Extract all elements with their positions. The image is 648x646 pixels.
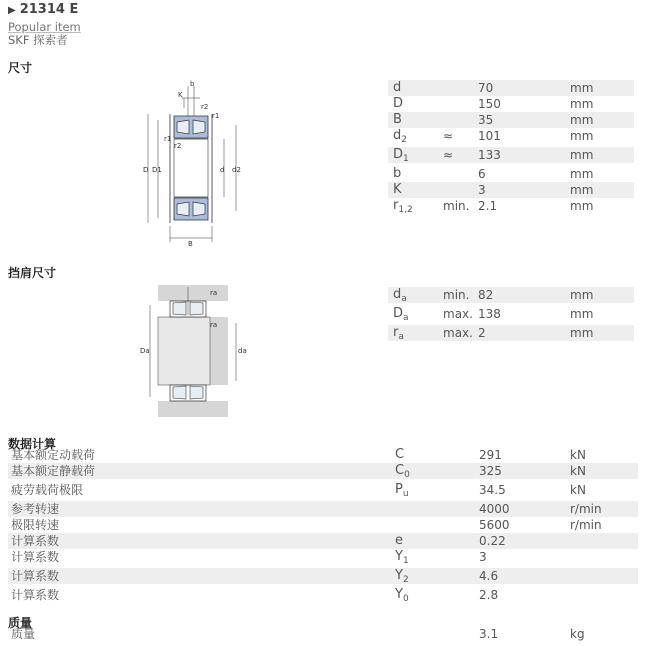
label-r1-inner: r1: [164, 135, 172, 143]
abutment-row: [388, 325, 634, 341]
play-arrow-icon: ▶: [8, 5, 16, 16]
dimension-symbol-main: D: [393, 147, 404, 162]
calc-symbol: [395, 568, 409, 588]
dimension-symbol-main: d: [393, 80, 402, 95]
abutment-row: [388, 287, 634, 303]
calc-value: 2.8: [479, 588, 499, 602]
dimension-qualifier: ≈: [443, 148, 454, 162]
dimension-row: [388, 96, 634, 112]
dimension-symbol: [393, 112, 402, 128]
abutment-symbol: [393, 325, 404, 345]
dimension-value: 70: [478, 81, 494, 95]
dimension-unit: mm: [570, 81, 594, 95]
abutment-value: 82: [478, 288, 494, 302]
dimension-symbol: [393, 198, 413, 218]
dimension-unit: mm: [570, 97, 594, 111]
dimension-symbol: [393, 166, 401, 182]
label-ra-top: ra: [210, 289, 218, 297]
section-mass-heading: 质量: [8, 616, 33, 630]
calc-row: [8, 549, 638, 565]
dimension-unit: mm: [570, 113, 594, 127]
dimension-value: 3: [478, 183, 486, 197]
calc-label: 计算系数: [11, 569, 60, 583]
dimension-symbol-main: B: [393, 112, 402, 127]
label-Da: Da: [140, 347, 150, 355]
dimension-value: 150: [478, 97, 501, 111]
dimension-symbol-main: r: [393, 198, 399, 213]
calc-symbol: [395, 533, 403, 549]
abutment-symbol-sub: a: [403, 313, 409, 323]
dimension-value: 35: [478, 113, 494, 127]
dimension-symbol-main: b: [393, 166, 402, 181]
calc-symbol-main: C: [395, 463, 405, 478]
calc-row: [8, 533, 638, 549]
calc-symbol-main: C: [395, 447, 405, 462]
dimension-symbol-main: d: [393, 128, 402, 143]
mass-unit: kg: [570, 627, 585, 641]
dimension-symbol: [393, 147, 409, 167]
dimension-qualifier: ≈: [443, 129, 454, 143]
abutment-qualifier: max.: [443, 307, 473, 321]
abutment-qualifier: min.: [443, 288, 470, 302]
calc-row: [8, 463, 638, 479]
mass-value: 3.1: [479, 627, 499, 641]
calc-row: [8, 568, 638, 584]
calc-label: 计算系数: [11, 588, 60, 602]
calc-symbol-sub: 1: [402, 556, 409, 566]
calc-label: 极限转速: [11, 518, 60, 532]
label-da: da: [238, 347, 247, 355]
calc-row: [8, 517, 638, 533]
calc-label: 疲劳载荷极限: [11, 483, 84, 497]
abutment-symbol-main: D: [393, 306, 404, 321]
calc-value: 34.5: [479, 483, 506, 497]
dimension-row: [388, 198, 634, 214]
calc-row: [8, 482, 638, 498]
abutment-unit: mm: [570, 288, 594, 302]
abutment-qualifier: max.: [443, 326, 473, 340]
dimension-symbol: [393, 182, 402, 198]
label-d2: d2: [232, 166, 241, 174]
dimension-unit: mm: [570, 167, 594, 181]
mass-row: [8, 626, 638, 642]
calc-row: [8, 587, 638, 603]
calc-symbol-sub: 0: [404, 470, 410, 480]
abutment-unit: mm: [570, 307, 594, 321]
abutment-value: 2: [478, 326, 486, 340]
calc-value: 3: [479, 550, 487, 564]
dimension-symbol-sub: 2: [401, 135, 407, 145]
calc-value: 4000: [479, 502, 510, 516]
dimension-value: 6: [478, 167, 486, 181]
calc-unit: r/min: [570, 502, 602, 516]
label-d: d: [220, 166, 225, 174]
calc-value: 0.22: [479, 534, 506, 548]
label-r2: r2: [201, 103, 209, 111]
popular-item-link[interactable]: Popular item: [8, 20, 81, 34]
dimension-symbol-sub: 1: [403, 154, 409, 164]
calc-row: [8, 501, 638, 517]
label-D: D: [143, 166, 149, 174]
bearing-dimension-drawing: [140, 78, 252, 248]
dimension-value: 101: [478, 129, 501, 143]
dimension-symbol: [393, 80, 401, 96]
calc-label: 计算系数: [11, 534, 60, 548]
calc-unit: kN: [570, 464, 586, 478]
label-K: K: [178, 91, 183, 99]
dimension-symbol: [393, 96, 403, 112]
calc-unit: kN: [570, 448, 586, 462]
label-r2-inner: r2: [174, 142, 182, 150]
abutment-symbol-sub: a: [401, 294, 407, 304]
label-r1: r1: [212, 112, 220, 120]
calc-symbol: [395, 587, 409, 607]
dimension-symbol: [393, 128, 407, 148]
dimension-row: [388, 147, 634, 163]
dimension-symbol-main: D: [393, 96, 404, 111]
calc-symbol-sub: 0: [402, 594, 409, 604]
calc-symbol-main: e: [395, 533, 403, 548]
dimension-row: [388, 80, 634, 96]
calc-label: 基本额定静载荷: [11, 464, 96, 478]
section-dimensions-heading: 尺寸: [8, 61, 33, 75]
calc-value: 291: [479, 448, 502, 462]
label-b: b: [190, 80, 195, 88]
abutment-value: 138: [478, 307, 501, 321]
dimension-symbol-main: K: [393, 182, 402, 197]
calc-symbol-main: Y: [395, 549, 403, 564]
calc-symbol: [395, 463, 410, 483]
skf-explorer-label: SKF 探索者: [8, 33, 68, 47]
calc-row: [8, 447, 638, 463]
calc-symbol-sub: u: [402, 489, 409, 499]
label-ra-mid: ra: [210, 321, 218, 329]
calc-unit: r/min: [570, 518, 602, 532]
dimension-symbol-sub: 1,2: [398, 205, 413, 215]
section-abutment-heading: 挡肩尺寸: [8, 266, 57, 280]
section-calculation-heading: 数据计算: [8, 437, 57, 451]
calc-value: 325: [479, 464, 502, 478]
product-title-text: 21314 E: [19, 2, 79, 17]
mass-label: 质量: [11, 627, 36, 641]
dimension-row: [388, 128, 634, 144]
abutment-symbol: [393, 306, 409, 326]
abutment-symbol-main: r: [393, 325, 399, 340]
dimension-row: [388, 166, 634, 182]
dimension-value: 2.1: [478, 199, 498, 213]
dimension-unit: mm: [570, 129, 594, 143]
dimension-unit: mm: [570, 199, 594, 213]
calc-symbol-sub: 2: [402, 575, 409, 585]
calc-symbol: [395, 447, 404, 463]
calc-label: 参考转速: [11, 502, 60, 516]
upper-bearing-section: [174, 116, 208, 139]
calc-label: 计算系数: [11, 550, 60, 564]
label-B: B: [188, 240, 193, 248]
dimension-row: [388, 182, 634, 198]
abutment-symbol-main: d: [393, 287, 402, 302]
abutment-symbol: [393, 287, 407, 307]
dimension-qualifier: min.: [443, 199, 470, 213]
calc-symbol-main: Y: [395, 568, 403, 583]
dimension-row: [388, 112, 634, 128]
calc-symbol: [395, 482, 409, 502]
abutment-row: [388, 306, 634, 322]
calc-value: 5600: [479, 518, 510, 532]
label-D1: D1: [152, 166, 162, 174]
calc-unit: kN: [570, 483, 586, 497]
abutment-symbol-sub: a: [398, 332, 404, 342]
calc-symbol: [395, 549, 409, 569]
dimension-value: 133: [478, 148, 501, 162]
calc-label: 基本额定动载荷: [11, 448, 96, 462]
abutment-unit: mm: [570, 326, 594, 340]
dimension-unit: mm: [570, 183, 594, 197]
dimension-unit: mm: [570, 148, 594, 162]
calc-symbol-main: Y: [395, 587, 403, 602]
lower-bearing-section: [174, 197, 208, 220]
product-title: [8, 2, 78, 17]
abutment-drawing: [140, 283, 250, 419]
calc-value: 4.6: [479, 569, 499, 583]
calc-symbol-main: P: [395, 482, 403, 497]
